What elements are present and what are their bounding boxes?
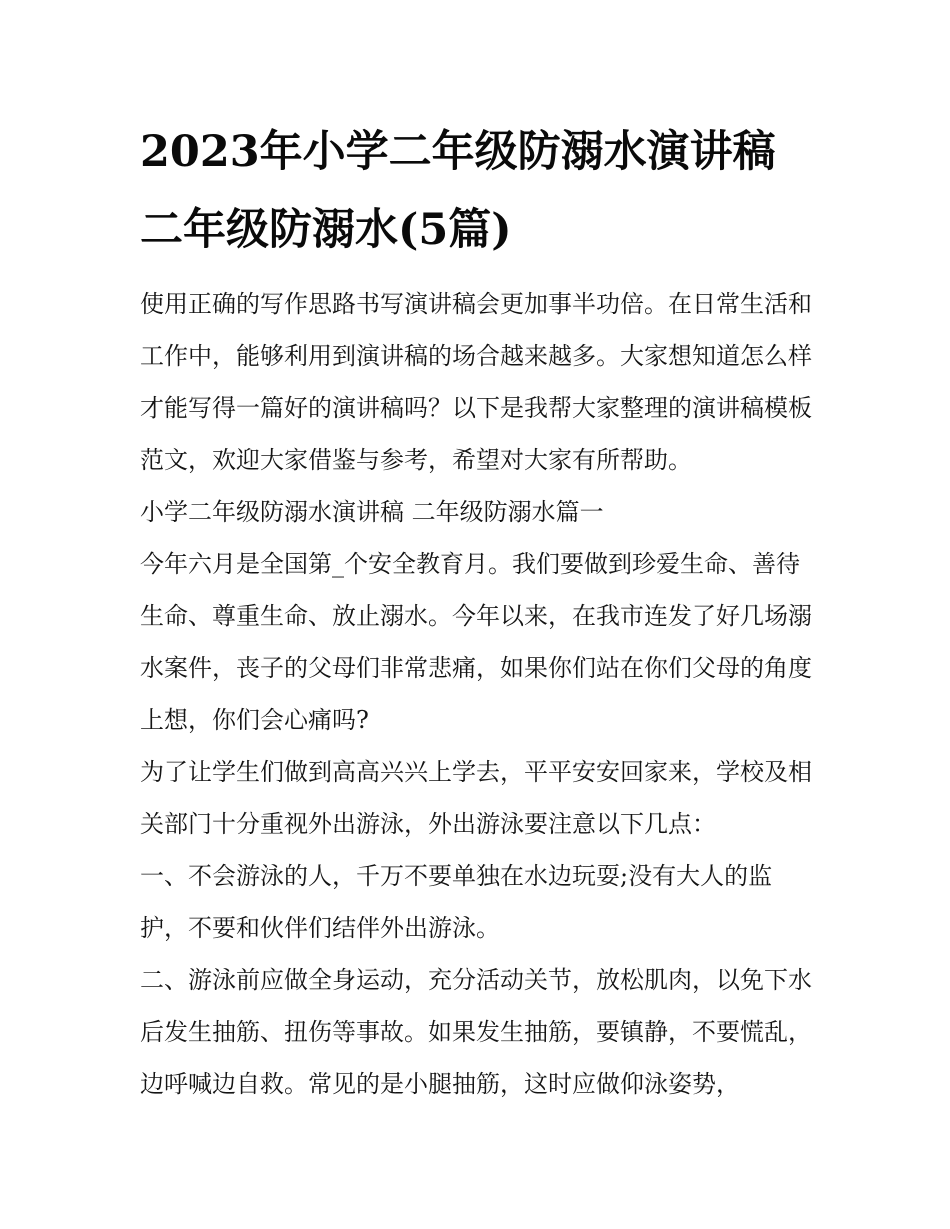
document-body bbox=[140, 278, 820, 1110]
body-paragraph: 今年六月是全国第_个安全教育月。我们要做到珍爱生命、善待生命、尊重生命、放止溺水。今年以来，在我市连发了好几场溺水案件，丧子的父母们非常悲痛，如果你们站在你们父母的角度上想，你们会心痛吗? bbox=[140, 550, 812, 734]
section-heading: 小学二年级防溺水演讲稿 二年级防溺水篇一 bbox=[140, 498, 604, 526]
document-title: 2023年小学二年级防溺水演讲稿 二年级防溺水(5篇) bbox=[140, 127, 776, 255]
body-paragraph: 为了让学生们做到高高兴兴上学去，平平安安回家来，学校及相关部门十分重视外出游泳，外出游泳要注意以下几点： bbox=[140, 758, 812, 838]
list-item-paragraph: 二、游泳前应做全身运动，充分活动关节，放松肌肉，以免下水后发生抽筋、扭伤等事故。如果发生抽筋，要镇静，不要慌乱，边呼喊边自救。常见的是小腿抽筋，这时应做仰泳姿势， bbox=[140, 966, 812, 1098]
list-item-paragraph: 一、不会游泳的人，千万不要单独在水边玩耍;没有大人的监护，不要和伙伴们结伴外出游泳。 bbox=[140, 862, 773, 942]
intro-paragraph: 使用正确的写作思路书写演讲稿会更加事半功倍。在日常生活和工作中，能够利用到演讲稿的场合越来越多。大家想知道怎么样才能写得一篇好的演讲稿吗？以下是我帮大家整理的演讲稿模板范文，欢迎大家借鉴与参考，希望对大家有所帮助。 bbox=[140, 290, 812, 474]
